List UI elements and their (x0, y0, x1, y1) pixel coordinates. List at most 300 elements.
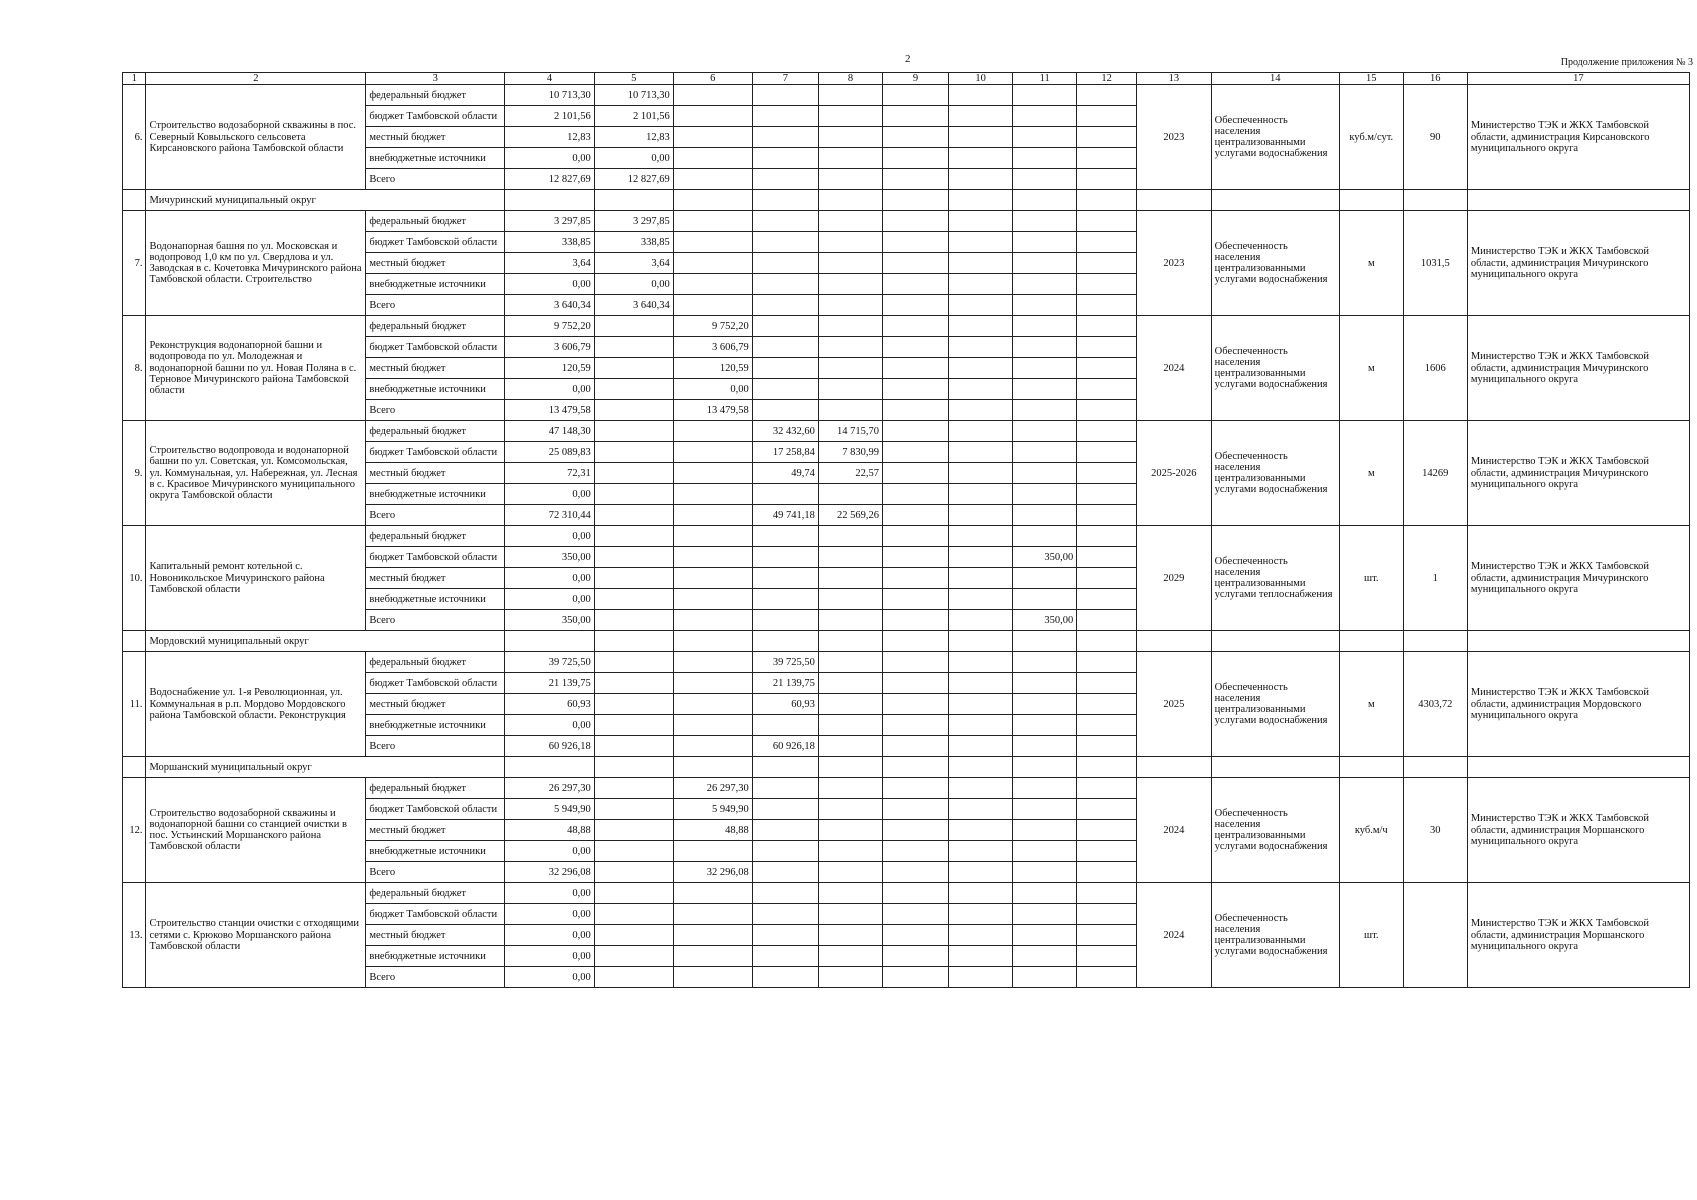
value-2026 (818, 169, 882, 190)
value-col10 (949, 589, 1013, 610)
value-col12 (1077, 169, 1137, 190)
value-2023: 10 713,30 (594, 85, 673, 106)
value-2026 (818, 211, 882, 232)
value-2023 (594, 400, 673, 421)
value-col10 (949, 925, 1013, 946)
value-2023 (594, 946, 673, 967)
value-2026 (818, 610, 882, 631)
value-col9 (882, 904, 948, 925)
value-col10 (949, 421, 1013, 442)
value-2023: 12 827,69 (594, 169, 673, 190)
value-2025 (752, 925, 818, 946)
table-row (123, 778, 1690, 799)
value-2025 (752, 904, 818, 925)
value-col12 (1077, 421, 1137, 442)
completion-year: 2023 (1136, 211, 1211, 316)
value-2025 (752, 253, 818, 274)
value-2025 (752, 85, 818, 106)
value-col10 (949, 337, 1013, 358)
value-col9 (882, 316, 948, 337)
value-2024 (673, 526, 752, 547)
header-row (123, 73, 1690, 85)
value-col11 (1013, 946, 1077, 967)
value-col11 (1013, 337, 1077, 358)
value-2023 (594, 820, 673, 841)
value-col11 (1013, 862, 1077, 883)
value-2025 (752, 211, 818, 232)
result-indicator: Обеспеченность населения централизованными услугами водоснабжения (1211, 316, 1339, 421)
value-2023 (594, 967, 673, 988)
funding-source: федеральный бюджет (366, 85, 505, 106)
empty-cell (882, 631, 948, 652)
value-col10 (949, 883, 1013, 904)
value-2024 (673, 946, 752, 967)
indicator-unit: шт. (1339, 883, 1403, 988)
value-2025 (752, 232, 818, 253)
empty-cell (594, 631, 673, 652)
value-col12 (1077, 400, 1137, 421)
value-total: 0,00 (505, 946, 595, 967)
header-cell: 13 (1136, 73, 1211, 85)
district-name: Мичуринский муниципальный округ (146, 190, 505, 211)
value-col9 (882, 106, 948, 127)
header-cell: 6 (673, 73, 752, 85)
value-2026 (818, 127, 882, 148)
value-col11 (1013, 442, 1077, 463)
value-total: 120,59 (505, 358, 595, 379)
empty-cell (949, 631, 1013, 652)
value-col10 (949, 526, 1013, 547)
funding-source: Всего (366, 862, 505, 883)
item-name: Реконструкция водонапорной башни и водопровода по ул. Молодежная и водонапорной башни по ул. Новая Поляна в с. Терновое Мичуринского района Тамбовской области (146, 316, 366, 421)
value-2023: 0,00 (594, 148, 673, 169)
value-total: 5 949,90 (505, 799, 595, 820)
value-2025 (752, 715, 818, 736)
value-col11 (1013, 316, 1077, 337)
value-col11: 350,00 (1013, 547, 1077, 568)
value-2025 (752, 526, 818, 547)
value-2026: 22 569,26 (818, 505, 882, 526)
value-2024 (673, 211, 752, 232)
value-col11 (1013, 778, 1077, 799)
indicator-value: 1 (1403, 526, 1467, 631)
value-col12 (1077, 316, 1137, 337)
value-col10 (949, 820, 1013, 841)
value-total: 21 139,75 (505, 673, 595, 694)
value-total: 0,00 (505, 526, 595, 547)
value-2026 (818, 148, 882, 169)
value-total: 3,64 (505, 253, 595, 274)
value-col9 (882, 505, 948, 526)
funding-source: бюджет Тамбовской области (366, 442, 505, 463)
value-2024 (673, 610, 752, 631)
funding-source: федеральный бюджет (366, 316, 505, 337)
empty-cell (752, 757, 818, 778)
value-total: 25 089,83 (505, 442, 595, 463)
item-index: 7. (123, 211, 146, 316)
value-total: 13 479,58 (505, 400, 595, 421)
value-col11 (1013, 85, 1077, 106)
funding-source: внебюджетные источники (366, 589, 505, 610)
funding-source: внебюджетные источники (366, 946, 505, 967)
district-row (123, 190, 1690, 211)
header-cell: 12 (1077, 73, 1137, 85)
value-col12 (1077, 736, 1137, 757)
value-col9 (882, 547, 948, 568)
funding-source: местный бюджет (366, 463, 505, 484)
header-cell: 9 (882, 73, 948, 85)
value-col11 (1013, 211, 1077, 232)
value-col11 (1013, 484, 1077, 505)
value-col11 (1013, 967, 1077, 988)
value-col9 (882, 484, 948, 505)
value-total: 60,93 (505, 694, 595, 715)
value-col10 (949, 379, 1013, 400)
value-2025 (752, 106, 818, 127)
value-col10 (949, 253, 1013, 274)
empty-cell (1211, 757, 1339, 778)
value-total: 2 101,56 (505, 106, 595, 127)
value-col10 (949, 106, 1013, 127)
value-2024 (673, 85, 752, 106)
header-cell: 4 (505, 73, 595, 85)
completion-year: 2024 (1136, 778, 1211, 883)
executor: Министерство ТЭК и ЖКХ Тамбовской области, администрация Кирсановского муниципального округа (1467, 85, 1689, 190)
header-cell: 10 (949, 73, 1013, 85)
value-col10 (949, 505, 1013, 526)
funding-source: местный бюджет (366, 568, 505, 589)
empty-cell (505, 190, 595, 211)
funding-source: федеральный бюджет (366, 526, 505, 547)
empty-cell (818, 190, 882, 211)
value-total: 0,00 (505, 379, 595, 400)
empty-cell (505, 757, 595, 778)
indicator-value: 30 (1403, 778, 1467, 883)
funding-source: местный бюджет (366, 253, 505, 274)
indicator-value: 4303,72 (1403, 652, 1467, 757)
empty-cell (1013, 190, 1077, 211)
value-col10 (949, 85, 1013, 106)
funding-source: бюджет Тамбовской области (366, 232, 505, 253)
indicator-unit: м (1339, 652, 1403, 757)
value-2026 (818, 778, 882, 799)
value-col10 (949, 442, 1013, 463)
value-total: 39 725,50 (505, 652, 595, 673)
value-col10 (949, 694, 1013, 715)
empty-cell (1013, 757, 1077, 778)
empty-cell (1136, 190, 1211, 211)
value-col10 (949, 295, 1013, 316)
value-col9 (882, 841, 948, 862)
value-col11 (1013, 694, 1077, 715)
value-2025 (752, 127, 818, 148)
value-col12 (1077, 568, 1137, 589)
value-2025 (752, 589, 818, 610)
value-col10 (949, 274, 1013, 295)
value-2024: 5 949,90 (673, 799, 752, 820)
value-2024: 26 297,30 (673, 778, 752, 799)
empty-cell (594, 757, 673, 778)
value-col12 (1077, 85, 1137, 106)
value-col9 (882, 967, 948, 988)
value-2026 (818, 295, 882, 316)
value-col12 (1077, 946, 1137, 967)
value-col10 (949, 547, 1013, 568)
executor: Министерство ТЭК и ЖКХ Тамбовской области, администрация Мичуринского муниципального округа (1467, 316, 1689, 421)
empty-cell (123, 631, 146, 652)
value-total: 47 148,30 (505, 421, 595, 442)
value-col10 (949, 967, 1013, 988)
value-col9 (882, 358, 948, 379)
funding-source: местный бюджет (366, 694, 505, 715)
empty-cell (752, 631, 818, 652)
value-col9 (882, 820, 948, 841)
value-2026 (818, 673, 882, 694)
funding-source: бюджет Тамбовской области (366, 547, 505, 568)
value-col9 (882, 85, 948, 106)
value-2023: 3 640,34 (594, 295, 673, 316)
value-col9 (882, 463, 948, 484)
value-2024 (673, 967, 752, 988)
value-2025 (752, 337, 818, 358)
empty-cell (1339, 757, 1403, 778)
value-2026 (818, 106, 882, 127)
funding-source: бюджет Тамбовской области (366, 337, 505, 358)
funding-source: федеральный бюджет (366, 421, 505, 442)
result-indicator: Обеспеченность населения централизованными услугами теплоснабжения (1211, 526, 1339, 631)
executor: Министерство ТЭК и ЖКХ Тамбовской области, администрация Мичуринского муниципального округа (1467, 211, 1689, 316)
value-total: 0,00 (505, 841, 595, 862)
value-col12 (1077, 295, 1137, 316)
result-indicator: Обеспеченность населения централизованными услугами водоснабжения (1211, 883, 1339, 988)
value-2024: 32 296,08 (673, 862, 752, 883)
table-row (123, 316, 1690, 337)
item-name: Строительство водопровода и водонапорной башни по ул. Советская, ул. Комсомольская, ул. Коммунальная, ул. Набережная, ул. Лесная в с. Красивое Мичуринского муниципального округа Тамбовской области (146, 421, 366, 526)
value-2023: 12,83 (594, 127, 673, 148)
value-col12 (1077, 862, 1137, 883)
indicator-unit: куб.м/ч (1339, 778, 1403, 883)
value-2023: 2 101,56 (594, 106, 673, 127)
value-2023 (594, 358, 673, 379)
value-col12 (1077, 358, 1137, 379)
value-col10 (949, 232, 1013, 253)
value-2026 (818, 946, 882, 967)
funding-source: Всего (366, 967, 505, 988)
funding-source: Всего (366, 169, 505, 190)
value-col12 (1077, 526, 1137, 547)
funding-source: Всего (366, 610, 505, 631)
value-2026 (818, 736, 882, 757)
value-2025 (752, 484, 818, 505)
indicator-unit: м (1339, 211, 1403, 316)
value-col12 (1077, 589, 1137, 610)
value-col9 (882, 862, 948, 883)
empty-cell (123, 757, 146, 778)
value-2026 (818, 568, 882, 589)
program-table (122, 72, 1690, 988)
indicator-unit: куб.м/сут. (1339, 85, 1403, 190)
value-2026 (818, 379, 882, 400)
empty-cell (673, 631, 752, 652)
value-total: 338,85 (505, 232, 595, 253)
empty-cell (1211, 631, 1339, 652)
value-col9 (882, 694, 948, 715)
value-2024 (673, 232, 752, 253)
indicator-value: 90 (1403, 85, 1467, 190)
value-total: 0,00 (505, 904, 595, 925)
indicator-value: 1606 (1403, 316, 1467, 421)
value-2023: 0,00 (594, 274, 673, 295)
value-col9 (882, 568, 948, 589)
value-total: 350,00 (505, 610, 595, 631)
executor: Министерство ТЭК и ЖКХ Тамбовской области, администрация Моршанского муниципального округа (1467, 778, 1689, 883)
value-col9 (882, 295, 948, 316)
value-col12 (1077, 967, 1137, 988)
value-2025: 60 926,18 (752, 736, 818, 757)
value-col12 (1077, 274, 1137, 295)
value-2024 (673, 694, 752, 715)
item-index: 13. (123, 883, 146, 988)
value-col9 (882, 148, 948, 169)
district-row (123, 757, 1690, 778)
funding-source: Всего (366, 400, 505, 421)
value-col11: 350,00 (1013, 610, 1077, 631)
value-col11 (1013, 652, 1077, 673)
value-2026 (818, 526, 882, 547)
completion-year: 2024 (1136, 883, 1211, 988)
item-index: 9. (123, 421, 146, 526)
value-2024 (673, 925, 752, 946)
header-cell: 1 (123, 73, 146, 85)
value-2024 (673, 442, 752, 463)
empty-cell (1013, 631, 1077, 652)
empty-cell (1077, 190, 1137, 211)
value-2024: 3 606,79 (673, 337, 752, 358)
value-2024 (673, 463, 752, 484)
value-2024 (673, 904, 752, 925)
value-2026 (818, 358, 882, 379)
value-col12 (1077, 505, 1137, 526)
table-row (123, 526, 1690, 547)
value-2024 (673, 274, 752, 295)
value-total: 3 606,79 (505, 337, 595, 358)
completion-year: 2023 (1136, 85, 1211, 190)
header-cell: 14 (1211, 73, 1339, 85)
value-2026 (818, 85, 882, 106)
value-col9 (882, 169, 948, 190)
value-2023 (594, 841, 673, 862)
indicator-unit: шт. (1339, 526, 1403, 631)
value-col10 (949, 799, 1013, 820)
value-2025 (752, 358, 818, 379)
funding-source: местный бюджет (366, 925, 505, 946)
value-col12 (1077, 820, 1137, 841)
value-2023 (594, 379, 673, 400)
value-col11 (1013, 148, 1077, 169)
funding-source: федеральный бюджет (366, 778, 505, 799)
table-row (123, 652, 1690, 673)
value-2026 (818, 652, 882, 673)
value-col12 (1077, 232, 1137, 253)
value-2024 (673, 106, 752, 127)
funding-source: федеральный бюджет (366, 211, 505, 232)
funding-source: внебюджетные источники (366, 715, 505, 736)
value-total: 0,00 (505, 925, 595, 946)
value-total: 3 640,34 (505, 295, 595, 316)
value-total: 72 310,44 (505, 505, 595, 526)
header-cell: 16 (1403, 73, 1467, 85)
empty-cell (1211, 190, 1339, 211)
value-col11 (1013, 904, 1077, 925)
value-col9 (882, 589, 948, 610)
value-col12 (1077, 211, 1137, 232)
executor: Министерство ТЭК и ЖКХ Тамбовской области, администрация Мичуринского муниципального округа (1467, 421, 1689, 526)
funding-source: местный бюджет (366, 358, 505, 379)
value-col11 (1013, 589, 1077, 610)
value-2026 (818, 694, 882, 715)
value-2023 (594, 421, 673, 442)
item-name: Строительство водозаборной скважины в пос. Северный Ковыльского сельсовета Кирсановского района Тамбовской области (146, 85, 366, 190)
result-indicator: Обеспеченность населения централизованными услугами водоснабжения (1211, 652, 1339, 757)
value-col10 (949, 127, 1013, 148)
value-2025: 49 741,18 (752, 505, 818, 526)
value-2025 (752, 841, 818, 862)
value-2024 (673, 547, 752, 568)
value-2024 (673, 568, 752, 589)
value-2024 (673, 715, 752, 736)
item-index: 8. (123, 316, 146, 421)
empty-cell (882, 757, 948, 778)
value-col9 (882, 883, 948, 904)
empty-cell (818, 631, 882, 652)
value-col10 (949, 358, 1013, 379)
value-col10 (949, 841, 1013, 862)
value-col11 (1013, 253, 1077, 274)
empty-cell (1136, 757, 1211, 778)
value-2026 (818, 547, 882, 568)
empty-cell (1403, 190, 1467, 211)
value-total: 72,31 (505, 463, 595, 484)
item-index: 10. (123, 526, 146, 631)
value-2023 (594, 526, 673, 547)
value-col12 (1077, 925, 1137, 946)
value-col9 (882, 778, 948, 799)
indicator-unit: м (1339, 421, 1403, 526)
value-2024 (673, 736, 752, 757)
value-col10 (949, 211, 1013, 232)
value-2025: 39 725,50 (752, 652, 818, 673)
value-total: 0,00 (505, 568, 595, 589)
result-indicator: Обеспеченность населения централизованными услугами водоснабжения (1211, 85, 1339, 190)
value-2026 (818, 274, 882, 295)
value-col10 (949, 169, 1013, 190)
executor: Министерство ТЭК и ЖКХ Тамбовской области, администрация Мордовского муниципального округа (1467, 652, 1689, 757)
value-total: 26 297,30 (505, 778, 595, 799)
funding-source: внебюджетные источники (366, 274, 505, 295)
empty-cell (882, 190, 948, 211)
value-2023 (594, 652, 673, 673)
value-col9 (882, 337, 948, 358)
empty-cell (949, 757, 1013, 778)
value-col11 (1013, 568, 1077, 589)
value-col11 (1013, 526, 1077, 547)
value-col12 (1077, 442, 1137, 463)
value-col10 (949, 400, 1013, 421)
value-col9 (882, 736, 948, 757)
item-index: 12. (123, 778, 146, 883)
value-2026 (818, 904, 882, 925)
value-total: 350,00 (505, 547, 595, 568)
